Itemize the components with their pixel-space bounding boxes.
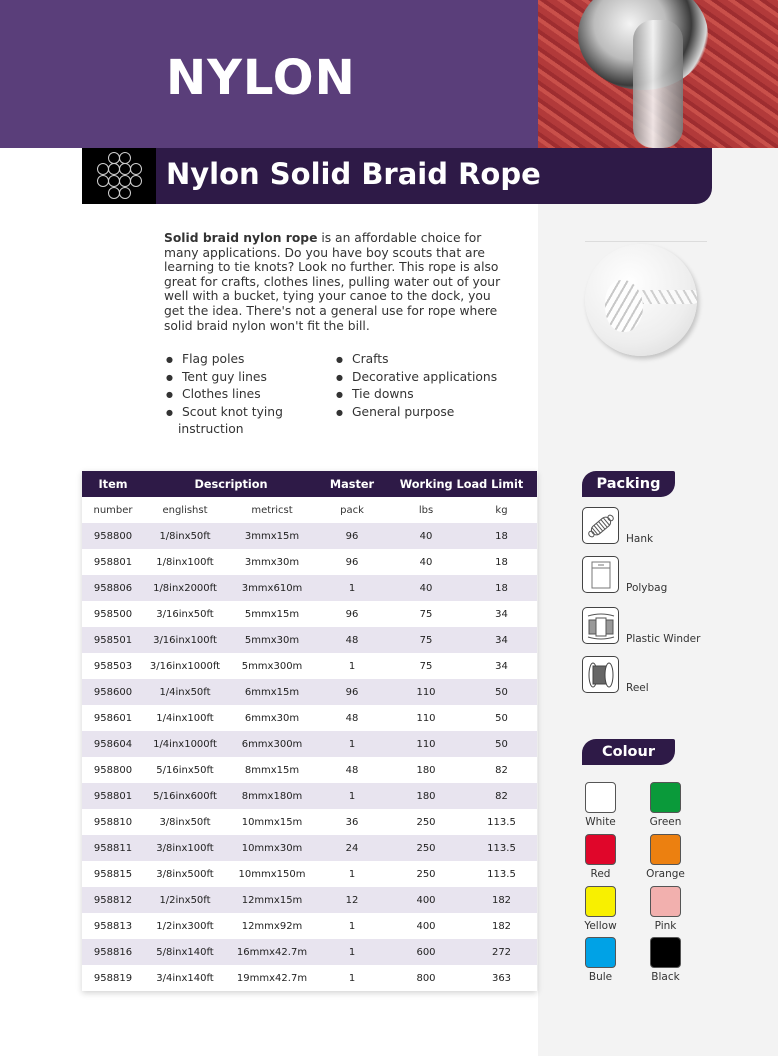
table-row [82,731,537,757]
item-number: 958815 [82,861,144,887]
colour-section-title: Colour [582,739,675,765]
master-pack: 48 [318,705,386,731]
master-pack: 1 [318,575,386,601]
english-size: 3/16inx1000ft [144,653,226,679]
item-number: 958813 [82,913,144,939]
item-number: 958600 [82,679,144,705]
wll-kg: 182 [466,913,537,939]
english-size: 1/4inx100ft [144,705,226,731]
metric-size: 5mmx300m [226,653,318,679]
colour-swatch-bule [568,937,633,983]
english-size: 1/8inx100ft [144,549,226,575]
metric-size: 8mmx180m [226,783,318,809]
packing-label: Plastic Winder [626,633,701,645]
use-item: ● Crafts [336,351,526,369]
metric-size: 5mmx30m [226,627,318,653]
swatch-label: Yellow [584,920,617,932]
subheader-metric: metricst [226,497,318,523]
polybag-icon [582,556,619,593]
english-size: 1/4inx1000ft [144,731,226,757]
wll-lbs: 600 [386,939,466,965]
use-item: ● Tie downs [336,386,526,404]
metric-size: 10mmx15m [226,809,318,835]
colour-swatch-red [568,834,633,880]
wll-kg: 34 [466,653,537,679]
category-title: NYLON [166,50,356,106]
wll-kg: 363 [466,965,537,991]
swatch-label: Green [649,816,682,828]
swatch-label: Bule [588,971,613,983]
wll-kg: 34 [466,627,537,653]
wll-lbs: 400 [386,913,466,939]
wll-lbs: 110 [386,679,466,705]
metric-size: 10mmx150m [226,861,318,887]
wll-lbs: 75 [386,627,466,653]
master-pack: 1 [318,861,386,887]
uses-list-left [166,351,316,439]
english-size: 3/16inx100ft [144,627,226,653]
use-item: ● Tent guy lines [166,369,316,387]
metric-size: 8mmx15m [226,757,318,783]
swatch-label: Pink [654,920,677,932]
english-size: 3/8inx500ft [144,861,226,887]
wll-lbs: 40 [386,575,466,601]
product-title-bar [82,148,712,204]
metric-size: 6mmx300m [226,731,318,757]
rope-sample-image [585,241,707,359]
master-pack: 36 [318,809,386,835]
metric-size: 6mmx30m [226,705,318,731]
wll-lbs: 40 [386,549,466,575]
wll-kg: 272 [466,939,537,965]
description-body: is an affordable choice for many applications. Do you have boy scouts that are learning to tie knots? Look no further. This rope is also great for crafts, clothes lines, pulling water out of your well with a bucket, tying your canoe to the dock, you get the idea. There's not a general use for rope where solid braid nylon won't fit the bill. [164,231,501,333]
packing-option-polybag [582,556,772,596]
item-number: 958801 [82,783,144,809]
metric-size: 16mmx42.7m [226,939,318,965]
item-number: 958811 [82,835,144,861]
wll-kg: 113.5 [466,835,537,861]
wll-kg: 18 [466,549,537,575]
wll-kg: 34 [466,601,537,627]
english-size: 5/16inx50ft [144,757,226,783]
english-size: 1/8inx50ft [144,523,226,549]
subheader-lbs: lbs [386,497,466,523]
table-row [82,757,537,783]
master-pack: 12 [318,887,386,913]
divider [585,241,707,242]
item-number: 958810 [82,809,144,835]
master-pack: 24 [318,835,386,861]
master-pack: 1 [318,731,386,757]
english-size: 5/8inx140ft [144,939,226,965]
wll-kg: 82 [466,783,537,809]
table-row [82,835,537,861]
metric-size: 19mmx42.7m [226,965,318,991]
master-pack: 1 [318,783,386,809]
packing-label: Reel [626,682,649,694]
table-row [82,523,537,549]
english-size: 3/8inx100ft [144,835,226,861]
metric-size: 5mmx15m [226,601,318,627]
packing-option-hank [582,507,772,547]
subheader-number: number [82,497,144,523]
swatch-color-box [650,886,681,917]
item-number: 958806 [82,575,144,601]
header-working-load-limit: Working Load Limit [386,471,537,497]
reel-icon [582,656,619,693]
english-size: 1/8inx2000ft [144,575,226,601]
swatch-label: White [585,816,616,828]
packing-section-title: Packing [582,471,675,497]
table-row [82,679,537,705]
table-row [82,861,537,887]
master-pack: 1 [318,965,386,991]
master-pack: 48 [318,627,386,653]
swatch-label: Black [651,971,680,983]
item-number: 958801 [82,549,144,575]
header-description: Description [144,471,318,497]
wll-kg: 82 [466,757,537,783]
subheader-pack: pack [318,497,386,523]
table-row [82,601,537,627]
metric-size: 12mmx92m [226,913,318,939]
table-row [82,809,537,835]
table-row [82,783,537,809]
subheader-kg: kg [466,497,537,523]
hank-icon [582,507,619,544]
packing-option-plastic-winder [582,607,772,647]
wll-lbs: 75 [386,601,466,627]
wll-lbs: 250 [386,809,466,835]
colour-swatch-orange [633,834,698,880]
swatch-color-box [585,782,616,813]
header-master: Master [318,471,386,497]
swatch-color-box [585,834,616,865]
master-pack: 96 [318,601,386,627]
english-size: 3/16inx50ft [144,601,226,627]
table-row [82,913,537,939]
item-number: 958816 [82,939,144,965]
wll-lbs: 800 [386,965,466,991]
shackle-shaft-image [633,20,683,148]
rope-frayed-end [605,280,643,332]
swatch-color-box [585,886,616,917]
master-pack: 1 [318,913,386,939]
master-pack: 96 [318,549,386,575]
swatch-label: Orange [646,868,685,880]
use-item: ● General purpose [336,404,526,422]
use-item: ● Flag poles [166,351,316,369]
wll-kg: 18 [466,575,537,601]
use-item: ● Decorative applications [336,369,526,387]
item-number: 958819 [82,965,144,991]
wll-lbs: 110 [386,731,466,757]
table-row [82,939,537,965]
wll-lbs: 400 [386,887,466,913]
colour-swatch-yellow [568,886,633,932]
english-size: 1/2inx50ft [144,887,226,913]
uses-list-right [336,351,526,421]
master-pack: 96 [318,679,386,705]
wll-lbs: 40 [386,523,466,549]
wll-lbs: 180 [386,783,466,809]
colour-swatch-pink [633,886,698,932]
rope-hardware-photo [538,0,778,148]
packing-label: Hank [626,533,654,545]
product-title: Nylon Solid Braid Rope [166,157,541,191]
plastic-winder-icon [582,607,619,644]
metric-size: 12mmx15m [226,887,318,913]
wll-kg: 182 [466,887,537,913]
master-pack: 1 [318,939,386,965]
wll-kg: 50 [466,679,537,705]
table-row [82,887,537,913]
wll-lbs: 75 [386,653,466,679]
table-row [82,549,537,575]
header-item: Item [82,471,144,497]
use-item: ● Clothes lines [166,386,316,404]
item-number: 958800 [82,523,144,549]
colour-swatch-black [633,937,698,983]
table-body [82,523,537,991]
product-description [164,231,514,333]
item-number: 958604 [82,731,144,757]
master-pack: 48 [318,757,386,783]
colour-swatch-green [633,782,698,828]
wll-kg: 50 [466,731,537,757]
item-number: 958500 [82,601,144,627]
use-item-continuation: instruction [178,422,244,437]
swatch-color-box [585,937,616,968]
master-pack: 96 [318,523,386,549]
wll-lbs: 180 [386,757,466,783]
swatch-color-box [650,834,681,865]
use-item-text: Scout knot tying [182,404,283,419]
rope-disc [585,244,697,356]
wll-kg: 50 [466,705,537,731]
swatch-label: Red [590,868,611,880]
table-row [82,627,537,653]
english-size: 1/4inx50ft [144,679,226,705]
packing-label: Polybag [626,582,668,594]
rope-cross-section-icon [82,148,156,204]
description-lead: Solid braid nylon rope [164,231,318,245]
wll-lbs: 250 [386,835,466,861]
master-pack: 1 [318,653,386,679]
wll-kg: 113.5 [466,809,537,835]
item-number: 958800 [82,757,144,783]
english-size: 3/8inx50ft [144,809,226,835]
hero-banner [0,0,538,148]
item-number: 958501 [82,627,144,653]
item-number: 958601 [82,705,144,731]
metric-size: 3mmx610m [226,575,318,601]
metric-size: 3mmx30m [226,549,318,575]
colour-swatch-white [568,782,633,828]
item-number: 958503 [82,653,144,679]
table-row [82,653,537,679]
wll-lbs: 250 [386,861,466,887]
swatch-color-box [650,937,681,968]
english-size: 5/16inx600ft [144,783,226,809]
swatch-color-box [650,782,681,813]
item-number: 958812 [82,887,144,913]
table-row [82,705,537,731]
table-row [82,575,537,601]
metric-size: 3mmx15m [226,523,318,549]
metric-size: 6mmx15m [226,679,318,705]
metric-size: 10mmx30m [226,835,318,861]
wll-kg: 113.5 [466,861,537,887]
specifications-table [82,471,537,991]
english-size: 1/2inx300ft [144,913,226,939]
wll-kg: 18 [466,523,537,549]
wll-lbs: 110 [386,705,466,731]
use-item [166,404,316,439]
packing-option-reel [582,656,772,696]
table-row [82,965,537,991]
english-size: 3/4inx140ft [144,965,226,991]
subheader-english: englishst [144,497,226,523]
